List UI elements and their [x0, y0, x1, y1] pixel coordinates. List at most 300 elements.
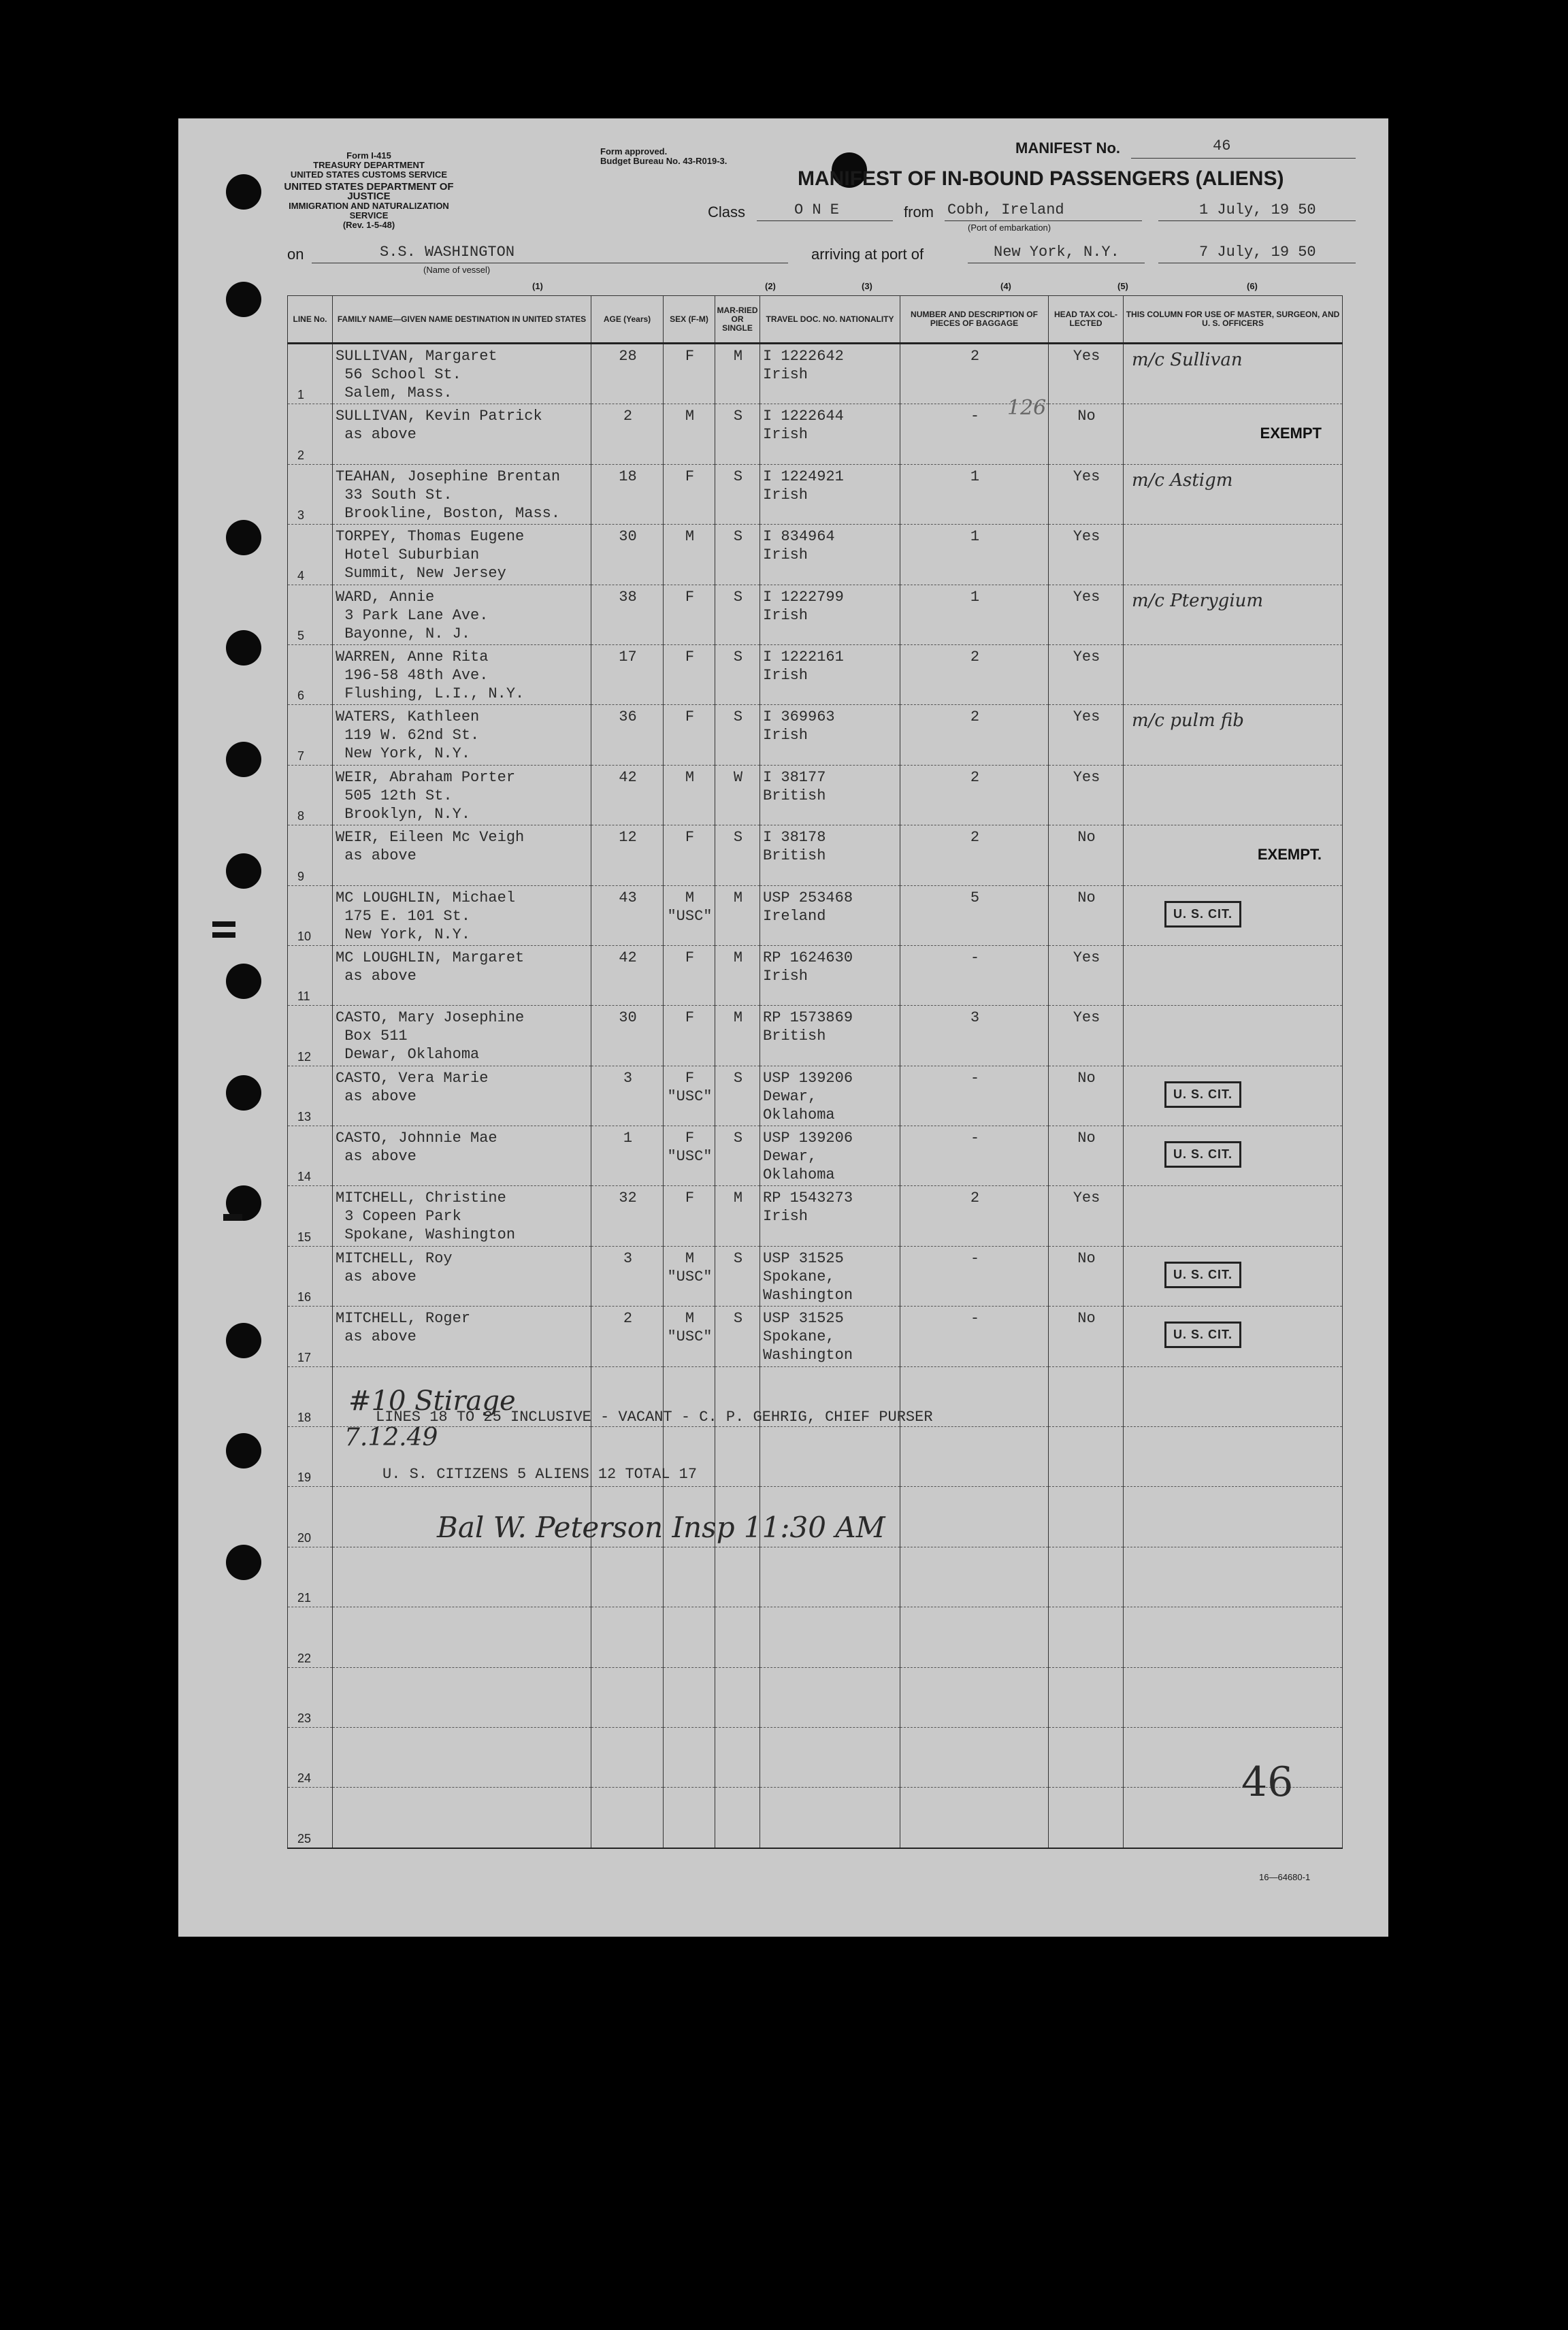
class-label: Class	[708, 203, 746, 220]
cell-mar	[715, 464, 760, 524]
bag-text: -	[970, 949, 980, 966]
cell-mar	[715, 1186, 760, 1246]
officer-note	[1124, 1547, 1342, 1553]
cell-sex	[664, 1607, 715, 1667]
line-number: 15	[297, 1230, 312, 1244]
cell-name	[333, 1246, 591, 1306]
name-text	[333, 1367, 591, 1370]
cell-tax	[1049, 344, 1124, 404]
cell-age	[591, 1727, 664, 1787]
col-header-baggage: NUMBER AND DESCRIPTION OF PIECES OF BAGGAGE	[900, 296, 1049, 344]
cell-line	[288, 1066, 333, 1126]
cell-doc	[760, 1427, 900, 1487]
handwritten-baggage-note: 126	[1007, 396, 1047, 420]
doc-text: I 1224921 Irish	[763, 467, 844, 504]
table-row	[288, 1066, 1343, 1126]
cell-line	[288, 1427, 333, 1487]
cell-age	[591, 885, 664, 945]
tax-text	[1049, 1427, 1123, 1430]
doc-text: I 1222644 Irish	[763, 408, 844, 444]
cell-mar	[715, 1788, 760, 1848]
tax-text: No	[1077, 829, 1096, 847]
cell-line	[288, 644, 333, 704]
line-number: 14	[297, 1170, 312, 1184]
age-text	[591, 1788, 663, 1790]
cell-age	[591, 1607, 664, 1667]
age-text: 38	[619, 588, 637, 606]
doc-text	[760, 1547, 900, 1550]
mar-text: M	[733, 889, 743, 906]
us-citizen-stamp: U. S. CIT.	[1164, 901, 1241, 928]
table-row	[288, 945, 1343, 1005]
cell-doc	[760, 585, 900, 644]
col-number: (2)	[765, 281, 776, 291]
mar-text: S	[733, 648, 743, 666]
name-text	[333, 1788, 591, 1790]
sex-text: F	[685, 648, 695, 666]
cell-name	[333, 705, 591, 765]
cell-sex	[664, 765, 715, 825]
doc-text: USP 31525 Spokane, Washington	[763, 1310, 853, 1364]
line-number: 20	[297, 1530, 312, 1545]
cell-tax	[1049, 1126, 1124, 1186]
doc-text: I 834964 Irish	[763, 528, 835, 564]
handwritten-page-number: 46	[1241, 1758, 1294, 1806]
budget-bureau: Budget Bureau No. 43-R019-3.	[600, 156, 728, 166]
mar-text	[715, 1487, 760, 1490]
cell-doc	[760, 1246, 900, 1306]
cell-bag	[900, 1186, 1049, 1246]
manifest-page	[178, 118, 1388, 1937]
cell-bag	[900, 765, 1049, 825]
cell-bag	[900, 1487, 1049, 1547]
officer-note	[1124, 645, 1342, 651]
manifest-no-value: 46	[1213, 137, 1231, 154]
tax-text: No	[1077, 408, 1096, 425]
doc-text: I 1222642 Irish	[763, 348, 844, 383]
col-header-head-tax: HEAD TAX COL-LECTED	[1049, 296, 1124, 344]
line-number: 12	[297, 1049, 312, 1064]
cell-tax	[1049, 885, 1124, 945]
name-text: WARD, Annie 3 Park Lane Ave. Bayonne, N. J.	[336, 588, 489, 642]
cell-mar	[715, 885, 760, 945]
table-row	[288, 585, 1343, 644]
age-text	[591, 1607, 663, 1610]
tax-text: No	[1077, 1130, 1096, 1147]
cell-mar	[715, 1427, 760, 1487]
col-number: (6)	[1247, 281, 1258, 291]
col-header-travel-doc: TRAVEL DOC. NO. NATIONALITY	[760, 296, 900, 344]
from-label: from	[904, 203, 934, 220]
line-number: 9	[297, 869, 305, 883]
margin-mark	[212, 932, 235, 938]
mar-text: S	[733, 408, 743, 425]
cell-bag	[900, 644, 1049, 704]
sex-text: M	[685, 528, 695, 546]
table-row	[288, 1667, 1343, 1727]
us-citizen-stamp: U. S. CIT.	[1164, 1081, 1241, 1108]
sex-text	[664, 1728, 715, 1730]
cell-mar	[715, 525, 760, 585]
officer-note	[1124, 766, 1342, 771]
cell-mar	[715, 1547, 760, 1607]
cell-sex	[664, 585, 715, 644]
cell-age	[591, 1066, 664, 1126]
cell-tax	[1049, 1547, 1124, 1607]
name-text: MC LOUGHLIN, Margaret as above	[336, 949, 525, 985]
col-number: (4)	[1000, 281, 1011, 291]
sex-text: M "USC"	[667, 1249, 713, 1285]
sex-text	[664, 1427, 715, 1430]
cell-tax	[1049, 1788, 1124, 1848]
binder-hole	[226, 742, 261, 777]
cell-mar	[715, 1246, 760, 1306]
sex-text: F	[685, 348, 695, 365]
cell-bag	[900, 1788, 1049, 1848]
bag-text: -	[970, 1069, 980, 1087]
officer-note	[1124, 1427, 1342, 1432]
cell-doc	[760, 344, 900, 404]
mar-text: S	[733, 528, 743, 546]
sex-text: M	[685, 408, 695, 425]
cell-doc	[760, 1186, 900, 1246]
cell-note	[1124, 825, 1343, 885]
binder-hole	[226, 1323, 261, 1358]
tax-text: Yes	[1073, 708, 1100, 726]
cell-mar	[715, 945, 760, 1005]
name-text: WEIR, Eileen Mc Veigh as above	[336, 829, 525, 865]
name-text	[333, 1728, 591, 1730]
cell-bag	[900, 1307, 1049, 1366]
line-number: 16	[297, 1290, 312, 1305]
form-revision: (Rev. 1-5-48)	[342, 220, 395, 230]
table-row	[288, 404, 1343, 464]
mar-text	[715, 1427, 760, 1430]
bag-text: 2	[970, 348, 980, 365]
cell-sex	[664, 464, 715, 524]
cell-note	[1124, 1186, 1343, 1246]
bag-text: -	[970, 1130, 980, 1147]
cell-bag	[900, 585, 1049, 644]
cell-note	[1124, 1006, 1343, 1066]
cell-age	[591, 344, 664, 404]
cell-line	[288, 1246, 333, 1306]
cell-name	[333, 1727, 591, 1787]
cell-name	[333, 1307, 591, 1366]
sex-text	[664, 1607, 715, 1610]
cell-name	[333, 464, 591, 524]
doc-text: RP 1624630 Irish	[763, 949, 853, 985]
cell-sex	[664, 1788, 715, 1848]
officer-note	[1124, 1307, 1342, 1312]
col-header-age: AGE (Years)	[591, 296, 664, 344]
cell-mar	[715, 1006, 760, 1066]
cell-tax	[1049, 1607, 1124, 1667]
cell-name	[333, 1788, 591, 1848]
name-text: TEAHAN, Josephine Brentan 33 South St. Brookline, Boston, Mass.	[336, 467, 561, 522]
table-row	[288, 464, 1343, 524]
cell-sex	[664, 825, 715, 885]
sex-text: F	[685, 1189, 695, 1207]
cell-name	[333, 644, 591, 704]
cell-tax	[1049, 525, 1124, 585]
passenger-table	[287, 295, 1343, 1849]
line-number: 19	[297, 1471, 312, 1485]
doc-text: I 38177 British	[763, 768, 826, 804]
age-text: 1	[623, 1130, 633, 1147]
cell-sex	[664, 344, 715, 404]
line-number: 11	[297, 989, 310, 1004]
sex-text: M "USC"	[667, 1310, 713, 1346]
mar-text: W	[733, 768, 743, 786]
name-text: CASTO, Mary Josephine Box 511 Dewar, Oklahoma	[336, 1009, 525, 1064]
cell-line	[288, 825, 333, 885]
cell-bag	[900, 1246, 1049, 1306]
line-number: 2	[297, 448, 305, 462]
mar-text: S	[733, 1130, 743, 1147]
mar-text: M	[733, 348, 743, 365]
cell-tax	[1049, 1487, 1124, 1547]
margin-mark	[212, 921, 235, 927]
cell-sex	[664, 1066, 715, 1126]
bag-text: 1	[970, 467, 980, 485]
sex-text	[664, 1668, 715, 1671]
line-number: 4	[297, 568, 305, 582]
cell-line	[288, 885, 333, 945]
officer-note	[1124, 404, 1342, 410]
binder-hole	[226, 174, 261, 210]
cell-age	[591, 825, 664, 885]
cell-name	[333, 1607, 591, 1667]
vessel-caption: (Name of vessel)	[423, 265, 491, 275]
approval-text: Form approved.	[600, 146, 668, 157]
port-embark-caption: (Port of embarkation)	[968, 223, 1051, 233]
sex-text	[664, 1547, 715, 1550]
cell-mar	[715, 404, 760, 464]
cell-bag	[900, 1667, 1049, 1727]
bag-text	[900, 1367, 1048, 1370]
exempt-stamp: EXEMPT	[1260, 425, 1322, 442]
doc-text: RP 1573869 British	[763, 1009, 853, 1045]
table-row	[288, 1006, 1343, 1066]
handwritten-note: #10 Stirage	[348, 1385, 516, 1417]
line-number: 17	[297, 1350, 312, 1364]
binder-hole	[226, 520, 261, 555]
cell-mar	[715, 1667, 760, 1727]
cell-doc	[760, 1788, 900, 1848]
us-citizen-stamp: U. S. CIT.	[1164, 1322, 1241, 1348]
table-row	[288, 1547, 1343, 1607]
cell-note	[1124, 705, 1343, 765]
cell-doc	[760, 1126, 900, 1186]
cell-note	[1124, 1547, 1343, 1607]
tax-text: Yes	[1073, 768, 1100, 786]
sex-text: F	[685, 829, 695, 847]
arrival-date: 7 July, 19 50	[1199, 244, 1316, 261]
cell-note	[1124, 1607, 1343, 1667]
doc-text: USP 253468 Ireland	[763, 889, 853, 925]
sex-text: F	[685, 588, 695, 606]
doc-text	[760, 1487, 900, 1490]
cell-name	[333, 585, 591, 644]
cell-tax	[1049, 945, 1124, 1005]
tax-text: Yes	[1073, 467, 1100, 485]
officer-note	[1124, 825, 1342, 831]
mar-text: S	[733, 829, 743, 847]
table-row	[288, 825, 1343, 885]
mar-text: M	[733, 1009, 743, 1027]
table-row	[288, 705, 1343, 765]
tax-text: No	[1077, 1069, 1096, 1087]
cell-sex	[664, 404, 715, 464]
cell-name	[333, 1547, 591, 1607]
manifest-no-label: MANIFEST No.	[1015, 140, 1120, 157]
mar-text	[715, 1547, 760, 1550]
bag-text	[900, 1607, 1048, 1610]
tax-text: Yes	[1073, 949, 1100, 966]
cell-age	[591, 765, 664, 825]
binder-hole	[226, 853, 261, 889]
cell-age	[591, 1246, 664, 1306]
port-of-embarkation: Cobh, Ireland	[947, 201, 1064, 218]
cell-name	[333, 344, 591, 404]
cell-tax	[1049, 1006, 1124, 1066]
doc-text	[760, 1728, 900, 1730]
cell-age	[591, 945, 664, 1005]
cell-tax	[1049, 1727, 1124, 1787]
underline	[1158, 220, 1356, 221]
cell-line	[288, 1727, 333, 1787]
cell-tax	[1049, 1307, 1124, 1366]
tax-text: Yes	[1073, 588, 1100, 606]
cell-bag	[900, 1066, 1049, 1126]
table-row	[288, 1307, 1343, 1366]
cell-doc	[760, 1607, 900, 1667]
officer-note	[1124, 1607, 1342, 1613]
cell-sex	[664, 1246, 715, 1306]
col-number: (5)	[1117, 281, 1128, 291]
cell-note	[1124, 644, 1343, 704]
bag-text: 3	[970, 1009, 980, 1027]
sex-text	[664, 1367, 715, 1370]
cell-bag	[900, 1607, 1049, 1667]
cell-doc	[760, 705, 900, 765]
age-text: 42	[619, 768, 637, 786]
cell-bag	[900, 705, 1049, 765]
bag-text: 2	[970, 708, 980, 726]
table-row	[288, 644, 1343, 704]
cell-bag	[900, 1427, 1049, 1487]
binder-hole	[226, 1545, 261, 1580]
line-number: 10	[297, 929, 312, 943]
officer-note	[1124, 1006, 1342, 1011]
cell-line	[288, 1547, 333, 1607]
cell-line	[288, 1006, 333, 1066]
doc-text: I 1222799 Irish	[763, 588, 844, 624]
sex-text: M "USC"	[667, 889, 713, 925]
cell-doc	[760, 945, 900, 1005]
line-number: 3	[297, 508, 305, 523]
cell-line	[288, 464, 333, 524]
cell-sex	[664, 1126, 715, 1186]
col-number: (3)	[862, 281, 872, 291]
officer-note: m/c Astigm	[1132, 470, 1233, 491]
cell-doc	[760, 1727, 900, 1787]
margin-mark	[223, 1214, 242, 1221]
justice-dept: UNITED STATES DEPARTMENT OF JUSTICE	[284, 181, 454, 202]
mar-text	[715, 1728, 760, 1730]
cell-line	[288, 705, 333, 765]
age-text: 32	[619, 1189, 637, 1207]
cell-mar	[715, 765, 760, 825]
age-text: 12	[619, 829, 637, 847]
bag-text	[900, 1668, 1048, 1671]
name-text: SULLIVAN, Kevin Patrick as above	[336, 408, 542, 444]
cell-age	[591, 1788, 664, 1848]
sex-text: F "USC"	[667, 1069, 713, 1105]
cell-note	[1124, 885, 1343, 945]
doc-text: USP 139206 Dewar, Oklahoma	[763, 1130, 853, 1184]
cell-note	[1124, 585, 1343, 644]
table-row	[288, 1788, 1343, 1848]
name-text: TORPEY, Thomas Eugene Hotel Suburbian Summit, New Jersey	[336, 528, 525, 582]
officer-note	[1124, 886, 1342, 891]
name-text	[333, 1607, 591, 1610]
cell-mar	[715, 1607, 760, 1667]
cell-doc	[760, 1667, 900, 1727]
cell-name	[333, 825, 591, 885]
sex-text: F	[685, 467, 695, 485]
table-row	[288, 1186, 1343, 1246]
tax-text: No	[1077, 1249, 1096, 1267]
age-text: 30	[619, 528, 637, 546]
cell-age	[591, 525, 664, 585]
cell-tax	[1049, 1366, 1124, 1426]
mar-text	[715, 1367, 760, 1370]
col-header-name: FAMILY NAME—GIVEN NAME DESTINATION IN UNITED STATES	[333, 296, 591, 344]
officer-note	[1124, 1066, 1342, 1072]
cell-age	[591, 464, 664, 524]
cell-line	[288, 1366, 333, 1426]
cell-mar	[715, 585, 760, 644]
cell-doc	[760, 1066, 900, 1126]
cell-line	[288, 1307, 333, 1366]
cell-mar	[715, 644, 760, 704]
sex-text: F	[685, 708, 695, 726]
mar-text: S	[733, 588, 743, 606]
officer-note	[1124, 1367, 1342, 1373]
cell-age	[591, 1667, 664, 1727]
name-text: WATERS, Kathleen 119 W. 62nd St. New York, N.Y.	[336, 708, 480, 763]
tax-text: Yes	[1073, 648, 1100, 666]
cell-sex	[664, 945, 715, 1005]
name-text	[333, 1487, 591, 1490]
cell-note	[1124, 1307, 1343, 1366]
table-row	[288, 885, 1343, 945]
name-text: MITCHELL, Christine 3 Copeen Park Spokane, Washington	[336, 1189, 516, 1244]
name-text: WEIR, Abraham Porter 505 12th St. Brooklyn, N.Y.	[336, 768, 516, 823]
cell-tax	[1049, 1066, 1124, 1126]
age-text: 28	[619, 348, 637, 365]
cell-name	[333, 945, 591, 1005]
bag-text	[900, 1547, 1048, 1550]
officer-note	[1124, 1728, 1342, 1733]
line-number: 1	[297, 388, 305, 402]
cell-bag	[900, 825, 1049, 885]
name-text: WARREN, Anne Rita 196-58 48th Ave. Flushing, L.I., N.Y.	[336, 648, 525, 702]
age-text: 3	[623, 1069, 633, 1087]
tax-text	[1049, 1367, 1123, 1370]
